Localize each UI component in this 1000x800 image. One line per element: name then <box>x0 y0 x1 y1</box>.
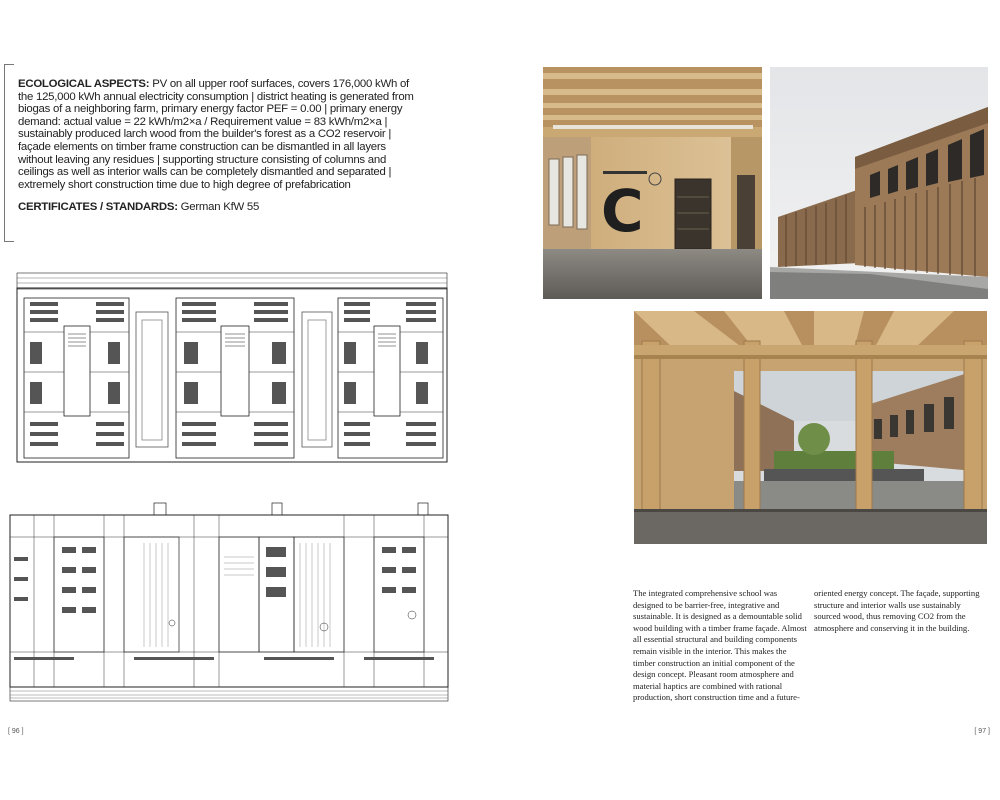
courtyard-illustration <box>634 311 987 544</box>
interior-corridor-photo <box>543 67 762 299</box>
certificates-label: CERTIFICATES / STANDARDS: <box>18 201 178 214</box>
ecological-aspects-text: PV on all upper roof surfaces, covers 176,000 kWh of the 125,000 kWh annual electricity consumption | district heating is generated from biogas of a neighboring farm, primary energy factor PEF = 0.00 | primary energy demand: actual value = 22 kWh/m2×a / Requirement value = 83 kWh/m2×a | sustainably produced larch wood from the builder's forest as a CO2 reservoir | façade elements on timber frame construction can be dismantled in all layers without leaving any residues | supporting structure consisting of columns and ceilings as well as interior walls can be completely dismantled and separated | extremely short construction time due to high degree of prefabrication <box>18 78 414 191</box>
ecological-aspects-paragraph <box>18 78 423 191</box>
upper-floor-plan <box>16 272 448 466</box>
ground-floor-plan-drawing <box>4 497 450 707</box>
certificates-paragraph <box>18 201 423 214</box>
ground-floor-plan <box>4 497 450 707</box>
sign-letter: C <box>601 177 644 245</box>
body-text-column-2: oriented energy concept. The façade, supporting structure and interior walls use sustainably sourced wood, thus removing CO2 from the atmosphere and conserving it in the building. <box>814 588 980 633</box>
ecological-aspects-box <box>4 64 434 242</box>
ecological-aspects-label: ECOLOGICAL ASPECTS: <box>18 78 150 90</box>
facade-exterior-illustration <box>770 67 988 299</box>
upper-floor-plan-drawing <box>16 272 448 466</box>
bracket-decoration <box>4 64 14 242</box>
body-text-column-1: The integrated comprehensive school was designed to be barrier-free, integrative and sustainable. It is designed as a demountable solid wood building with a timber frame façade. Almost all essential structural and building components remain visible in the interior. This makes the timber construction an initial component of the design concept. Pleasant room atmosphere and material haptics are combined with rational production, short construction time and a future- <box>633 588 807 703</box>
page-number-left: [ 96 ] <box>8 728 24 735</box>
interior-corridor-illustration <box>543 67 762 299</box>
certificates-text: German KfW 55 <box>177 201 260 214</box>
info-text <box>18 78 423 214</box>
facade-exterior-photo <box>770 67 988 299</box>
page-number-right: [ 97 ] <box>974 728 990 735</box>
courtyard-photo <box>634 311 987 544</box>
